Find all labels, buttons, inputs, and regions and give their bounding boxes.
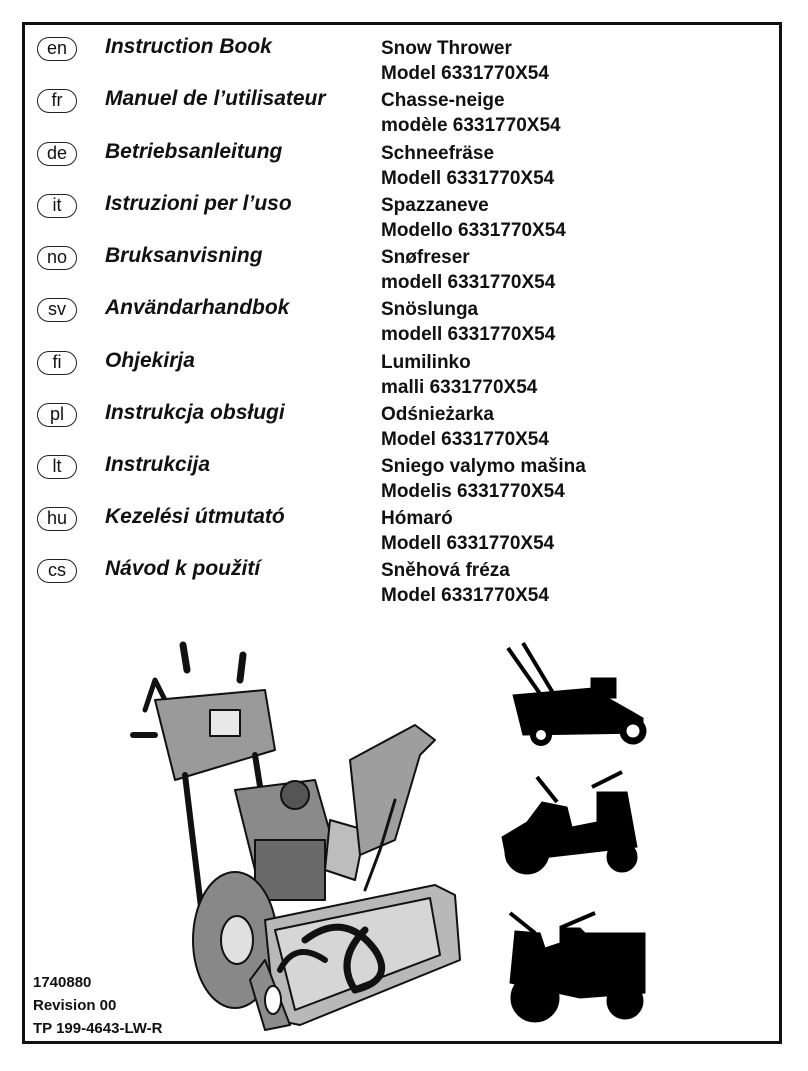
product-info [381,245,555,295]
snow-thrower-illustration [125,640,485,1040]
model-number: modell 6331770X54 [381,324,556,345]
language-row-sv [25,292,785,344]
language-row-it [25,188,785,240]
language-code-badge: hu [37,507,77,531]
product-name: Sněhová fréza [381,560,510,581]
product-info [381,454,586,504]
language-code-badge: it [37,194,77,218]
language-row-lt [25,449,785,501]
manual-title: Manuel de l’utilisateur [105,87,326,110]
language-code-badge: lt [37,455,77,479]
garden-tractor-icon [500,903,650,1023]
lawn-mower-icon [503,643,653,743]
model-number: modell 6331770X54 [381,272,556,293]
product-info [381,36,549,86]
language-code-badge: fi [37,351,77,375]
language-code-badge: sv [37,298,77,322]
product-info [381,141,554,191]
model-number: Modell 6331770X54 [381,533,555,554]
model-number: Modell 6331770X54 [381,168,555,189]
product-info [381,297,555,347]
model-number: Modelis 6331770X54 [381,481,565,502]
product-name: Snøfreser [381,247,470,268]
manual-title: Bruksanvisning [105,244,263,267]
tp-code: TP 199-4643-LW-R [33,1020,163,1037]
page-frame [22,22,782,1044]
language-row-fr [25,83,785,135]
model-number: Model 6331770X54 [381,63,549,84]
product-info [381,402,549,452]
product-name: Sniego valymo mašina [381,456,586,477]
language-code-badge: pl [37,403,77,427]
document-identifiers [33,971,162,1040]
revision: Revision 00 [33,997,117,1014]
model-number: Model 6331770X54 [381,585,549,606]
language-code-badge: no [37,246,77,270]
product-name: Hómaró [381,508,453,529]
manual-title: Ohjekirja [105,349,195,372]
manual-title: Användarhandbok [105,296,290,319]
language-row-de [25,136,785,188]
product-info [381,506,554,556]
language-row-hu [25,501,785,553]
part-number: 1740880 [33,974,92,991]
product-info [381,558,549,608]
riding-mower-icon [497,767,647,877]
product-name: Lumilinko [381,352,471,373]
product-info [381,350,537,400]
language-code-badge: en [37,37,77,61]
language-code-badge: cs [37,559,77,583]
manual-title: Instruction Book [105,35,272,58]
product-name: Snow Thrower [381,38,512,59]
model-number: malli 6331770X54 [381,377,538,398]
product-name: Spazzaneve [381,195,489,216]
product-name: Odśnieżarka [381,404,494,425]
language-row-no [25,240,785,292]
product-info [381,193,566,243]
manual-title: Kezelési útmutató [105,505,285,528]
product-name: Schneefräse [381,143,495,164]
manual-title: Istruzioni per l’uso [105,192,292,215]
product-name: Chasse-neige [381,90,505,111]
model-number: modèle 6331770X54 [381,115,561,136]
model-number: Model 6331770X54 [381,429,549,450]
language-row-en [25,31,785,83]
language-row-fi [25,345,785,397]
product-name: Snöslunga [381,299,479,320]
model-number: Modello 6331770X54 [381,220,566,241]
manual-title: Betriebsanleitung [105,140,283,163]
language-code-badge: de [37,142,77,166]
language-code-badge: fr [37,89,77,113]
language-row-cs [25,553,785,605]
manual-title: Instrukcja obsługi [105,401,285,424]
language-row-pl [25,397,785,449]
manual-title: Instrukcija [105,453,211,476]
product-info [381,88,561,138]
manual-title: Návod k použití [105,557,261,580]
